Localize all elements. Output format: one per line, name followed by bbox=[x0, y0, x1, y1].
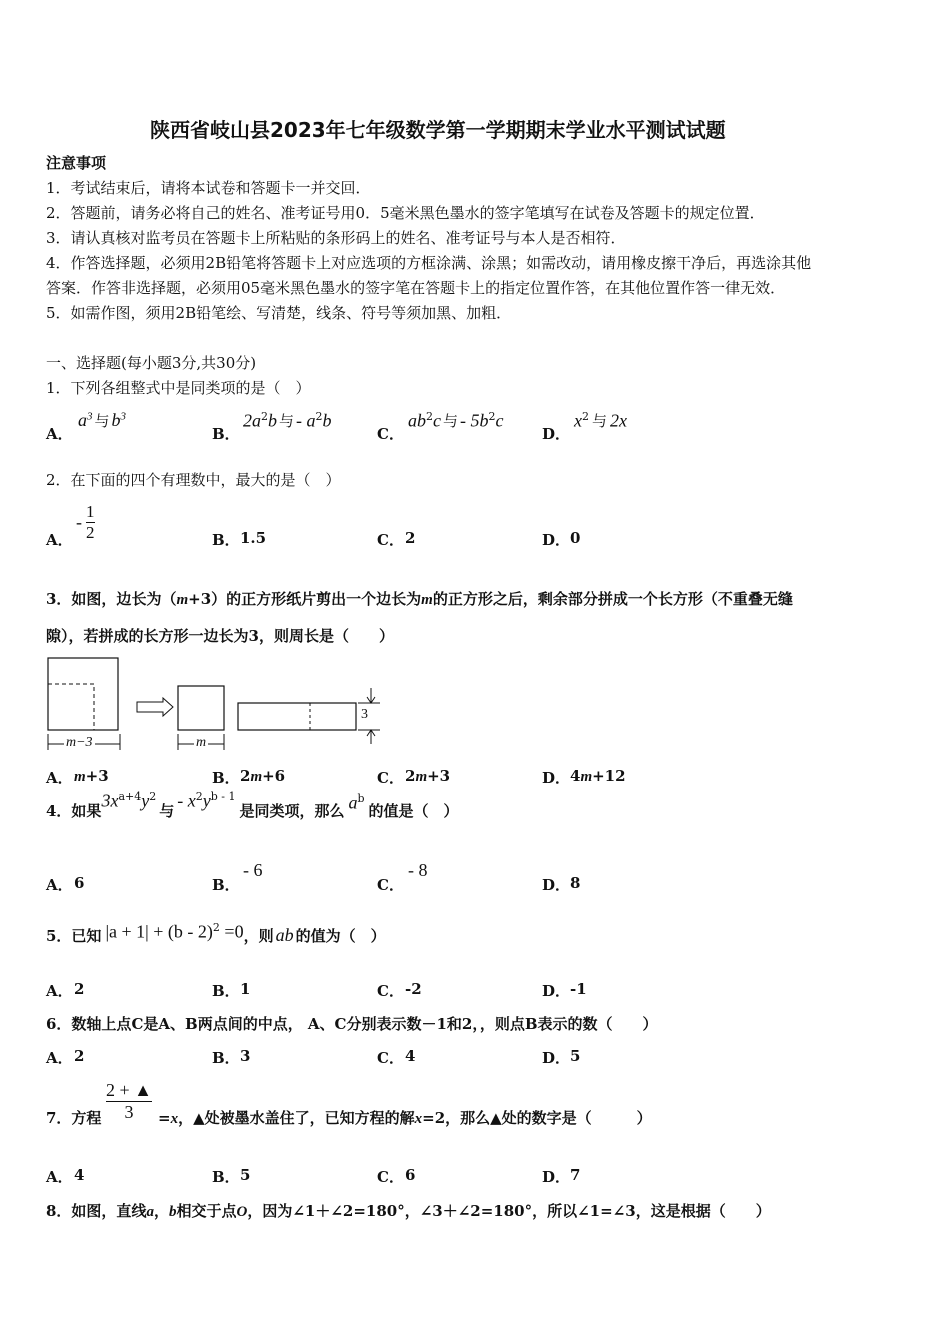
option-label: B． bbox=[212, 876, 240, 894]
q3-option-c: 2m+3 bbox=[405, 767, 451, 785]
question-8-stem: 8．如图，直线a，b相交于点O，因为∠1＋∠2=180°，∠3＋∠2=180°，所以∠1=∠3，这是根据（ ） bbox=[46, 1202, 771, 1220]
q2-option-d: 0 bbox=[570, 529, 581, 547]
q7-option-b: 5 bbox=[240, 1166, 251, 1184]
option-label: A． bbox=[46, 769, 73, 787]
q3-fig-label-m-minus-3: m−3 bbox=[66, 735, 93, 750]
notice-item: 2．答题前，请务必将自己的姓名、准考证号用0．5毫米黑色墨水的签字笔填写在试卷及答题卡的规定位置． bbox=[46, 204, 765, 222]
notice-item: 答案．作答非选择题，必须用05毫米黑色墨水的签字笔在答题卡上的指定位置作答，在其他位置作答一律无效． bbox=[46, 279, 786, 297]
q7-option-a: 4 bbox=[74, 1166, 85, 1184]
option-label: B． bbox=[212, 982, 240, 1000]
q6-option-a: 2 bbox=[74, 1047, 85, 1065]
question-7-stem: =x，▲处被墨水盖住了，已知方程的解x=2，那么▲处的数字是（ ） bbox=[158, 1109, 652, 1127]
q1-option-a: $a^3$ 与 $b^3$ bbox=[78, 410, 127, 430]
option-label: C． bbox=[377, 982, 404, 1000]
option-label: D． bbox=[542, 982, 571, 1000]
option-label: B． bbox=[212, 1168, 240, 1186]
option-label: B． bbox=[212, 425, 240, 443]
q6-option-c: 4 bbox=[405, 1047, 416, 1065]
option-label: C． bbox=[377, 1168, 404, 1186]
option-label: D． bbox=[542, 769, 571, 787]
option-label: C． bbox=[377, 769, 404, 787]
q3-option-d: 4m+12 bbox=[570, 767, 626, 785]
option-label: D． bbox=[542, 876, 571, 894]
question-3-stem-line2: 隙），若拼成的长方形一边长为3，则周长是（ ） bbox=[46, 627, 394, 645]
section-heading: 一、选择题(每小题3分,共30分) bbox=[46, 354, 257, 372]
question-1-stem: 1．下列各组整式中是同类项的是（ ） bbox=[46, 379, 311, 397]
q7-fraction: $\frac{2 + ▲}{3}$ bbox=[106, 1080, 152, 1122]
q3-fig-label-3: 3 bbox=[361, 707, 368, 722]
q3-option-b: 2m+6 bbox=[240, 767, 286, 785]
q3-fig-label-m: m bbox=[196, 735, 207, 750]
option-label: A． bbox=[46, 425, 73, 443]
q3-option-a: m+3 bbox=[74, 767, 109, 785]
option-label: A． bbox=[46, 876, 73, 894]
q1-option-c: $ab^2c$ 与 - $5b^2c$ bbox=[408, 410, 504, 431]
option-label: B． bbox=[212, 769, 240, 787]
option-label: A． bbox=[46, 531, 73, 549]
q1-option-b: $2a^2b$ 与 - $a^2b$ bbox=[243, 410, 332, 431]
q6-option-d: 5 bbox=[570, 1047, 581, 1065]
option-label: D． bbox=[542, 1049, 571, 1067]
q2-option-c: 2 bbox=[405, 529, 416, 547]
page-title: 陕西省岐山县2023年七年级数学第一学期期末学业水平测试试题 bbox=[150, 118, 726, 142]
q5-option-a: 2 bbox=[74, 980, 85, 998]
question-5-stem: 5．已知 |a + 1| + (b - 2)$^2$ =0 ，则 ab 的值为（ ） bbox=[46, 921, 386, 946]
q5-option-b: 1 bbox=[240, 980, 251, 998]
option-label: C． bbox=[377, 531, 404, 549]
q6-option-b: 3 bbox=[240, 1047, 251, 1065]
question-4-stem: 4．如果 $3x^{a+4}y^2$ 与 - $x^2y^{b - 1}$ 是同类项，那么 $a^b$ 的值是（ ） bbox=[46, 789, 459, 820]
option-label: D． bbox=[542, 531, 571, 549]
notice-item: 1．考试结束后，请将本试卷和答题卡一并交回． bbox=[46, 179, 371, 197]
option-label: D． bbox=[542, 1168, 571, 1186]
notice-item: 5．如需作图，须用2B铅笔绘、写清楚，线条、符号等须加黑、加粗． bbox=[46, 304, 512, 322]
option-label: A． bbox=[46, 1049, 73, 1067]
q4-option-b: - 6 bbox=[243, 860, 263, 880]
option-label: D． bbox=[542, 425, 571, 443]
q7-option-d: 7 bbox=[570, 1166, 581, 1184]
q5-option-c: -2 bbox=[405, 980, 422, 998]
q2-option-b: 1.5 bbox=[240, 529, 267, 547]
option-label: C． bbox=[377, 1049, 404, 1067]
q7-option-c: 6 bbox=[405, 1166, 416, 1184]
question-2-stem: 2．在下面的四个有理数中，最大的是（ ） bbox=[46, 471, 341, 489]
q5-option-d: -1 bbox=[570, 980, 587, 998]
option-label: A． bbox=[46, 1168, 73, 1186]
option-label: A． bbox=[46, 982, 73, 1000]
option-label: B． bbox=[212, 1049, 240, 1067]
q1-option-d: $x^2$ 与 2x bbox=[574, 410, 628, 431]
q4-option-a: 6 bbox=[74, 874, 85, 892]
option-label: B． bbox=[212, 531, 240, 549]
option-label: C． bbox=[377, 876, 404, 894]
option-label: C． bbox=[377, 425, 404, 443]
question-7-prefix: 7．方程 bbox=[46, 1109, 102, 1127]
question-3-stem: 3．如图，边长为（m+3）的正方形纸片剪出一个边长为m的正方形之后，剩余部分拼成一个长方形（不重叠无缝 bbox=[46, 590, 793, 608]
q4-option-d: 8 bbox=[570, 874, 581, 892]
fraction: $\frac{1}{2}$ bbox=[86, 502, 95, 542]
notice-item: 4．作答选择题，必须用2B铅笔将答题卡上对应选项的方框涂满、涂黑；如需改动，请用橡皮擦干净后，再选涂其他 bbox=[46, 254, 812, 272]
notice-heading: 注意事项 bbox=[46, 154, 107, 172]
notice-item: 3．请认真核对监考员在答题卡上所粘贴的条形码上的姓名、准考证号与本人是否相符． bbox=[46, 229, 626, 247]
q4-option-c: - 8 bbox=[408, 860, 428, 880]
q2-option-a: - $\frac{1}{2}$ bbox=[76, 502, 95, 542]
question-6-stem: 6．数轴上点C是A、B两点间的中点， A、C分别表示数－1和2，，则点B表示的数（ ） bbox=[46, 1015, 658, 1033]
